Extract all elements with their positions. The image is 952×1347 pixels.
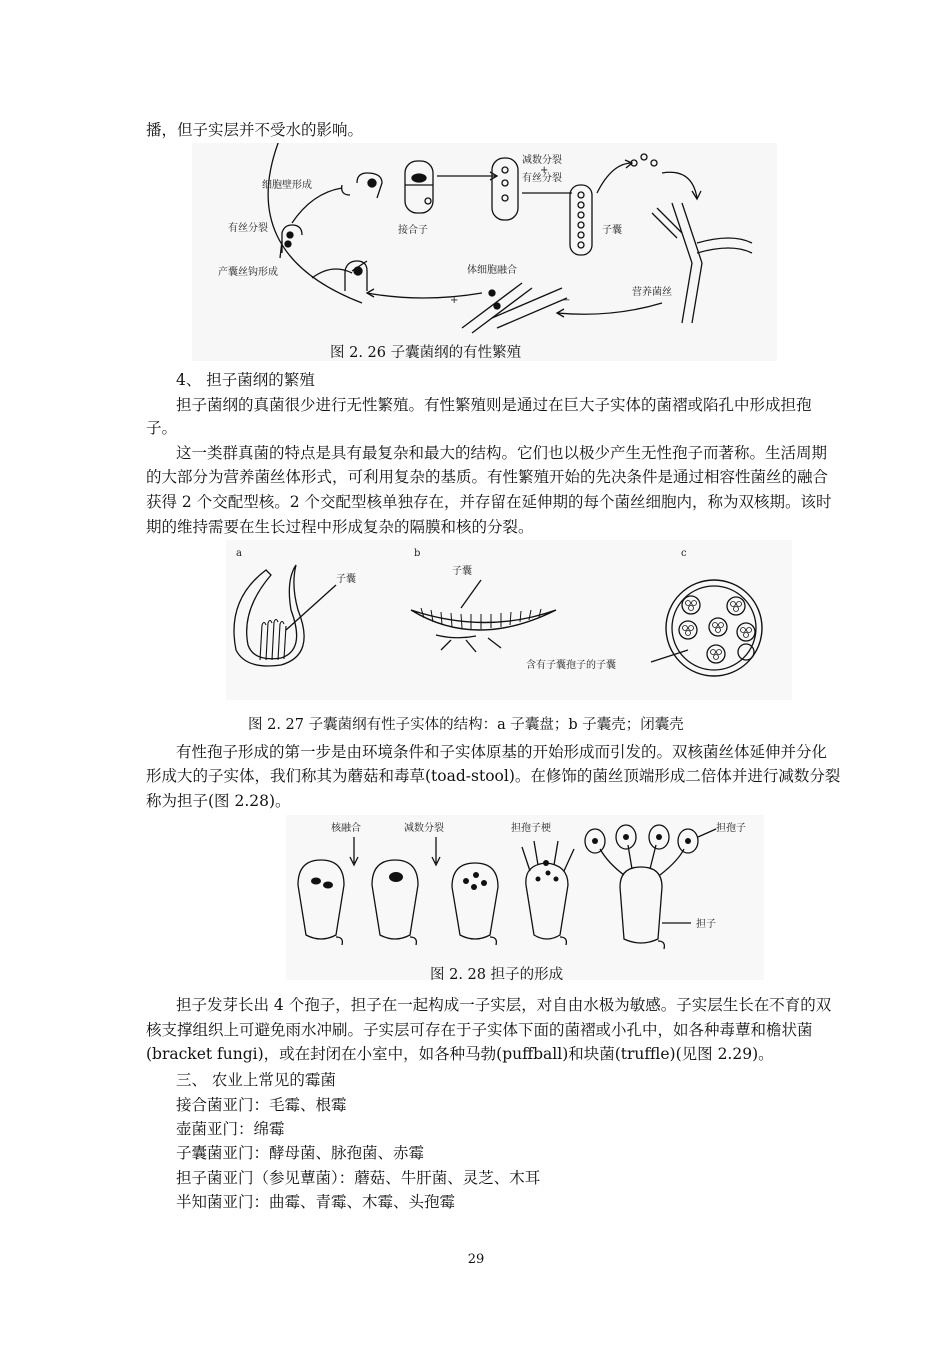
label-zygote: 接合子: [398, 225, 428, 236]
paragraph-line: 称为担子(图 2.28)。: [146, 792, 291, 810]
section-heading: 4、 担子菌纲的繁殖: [176, 371, 315, 389]
list-item: 接合菌亚门：毛霉、根霉: [176, 1096, 347, 1114]
label-basidiospore: 担孢子: [716, 823, 746, 834]
figure-2-28: [286, 815, 764, 980]
basidium-formation-diagram: [286, 815, 764, 980]
label-hyphae: 营养菌丝: [632, 287, 672, 298]
label-a: a: [236, 548, 242, 559]
label-b: b: [414, 548, 421, 559]
label-meiosis: 减数分裂: [404, 823, 444, 834]
paragraph-line: 获得 2 个交配型核。2 个交配型核单独存在，并存留在延伸期的每个菌丝细胞内，称为双核期。该时: [146, 493, 832, 511]
list-item: 壶菌亚门：绵霉: [176, 1120, 285, 1138]
list-item: 子囊菌亚门：酵母菌、脉孢菌、赤霉: [176, 1144, 425, 1162]
figure-2-26: [192, 143, 777, 361]
figure-2-26-caption: 图 2. 26 子囊菌纲的有性繁殖: [330, 345, 522, 361]
paragraph-line: 的大部分为营养菌丝体形式，可利用复杂的基质。有性繁殖开始的先决条件是通过相容性菌丝的融合: [146, 468, 829, 486]
label-fusion: 体细胞融合: [467, 265, 517, 276]
paragraph-line: 期的维持需要在生长过程中形成复杂的隔膜和核的分裂。: [146, 518, 534, 536]
paragraph-line: 子。: [146, 419, 178, 437]
figure-2-28-caption: 图 2. 28 担子的形成: [430, 967, 564, 983]
paragraph-line: 有性孢子形成的第一步是由环境条件和子实体原基的开始形成而引发的。双核菌丝体延伸并分化: [176, 743, 828, 761]
label-sign-plus: +: [450, 295, 459, 306]
ascomycete-sexual-cycle-diagram: [192, 143, 777, 361]
list-item: 半知菌亚门：曲霉、青霉、木霉、头孢霉: [176, 1193, 456, 1211]
label-mitosis-2: 有丝分裂: [522, 173, 562, 184]
list-item: 担子菌亚门（参见蕈菌）：蘑菇、牛肝菌、灵芝、木耳: [176, 1169, 541, 1187]
paragraph-line: 播，但子实层并不受水的影响。: [146, 121, 364, 139]
figure-2-27: [226, 540, 792, 700]
label-cell-wall: 细胞壁形成: [262, 180, 312, 191]
label-ascus: 子囊: [602, 225, 622, 236]
label-hook: 产囊丝钩形成: [218, 267, 278, 278]
label-basidium: 担子: [696, 919, 716, 930]
paragraph-line: 核支撑组织上可避免雨水冲刷。子实层可存在于子实体下面的菌褶或小孔中，如各种毒蕈和檐状菌: [146, 1021, 813, 1039]
label-sign-minus: −: [562, 295, 571, 306]
label-nuclear-fusion: 核融合: [331, 823, 361, 834]
page-number: 29: [467, 1252, 485, 1267]
label-c: c: [681, 548, 687, 559]
label-meiosis: 减数分裂: [522, 155, 562, 166]
paragraph-line: 担子菌纲的真菌很少进行无性繁殖。有性繁殖则是通过在巨大子实体的菌褶或陷孔中形成担孢: [176, 396, 812, 414]
paragraph-line: 形成大的子实体，我们称其为蘑菇和毒草(toad-stool)。在修饰的菌丝顶端形成二倍体并进行减数分裂: [146, 767, 841, 785]
paragraph-line: 担子发芽长出 4 个孢子，担子在一起构成一子实层，对自由水极为敏感。子实层生长在不育的双: [176, 996, 832, 1014]
paragraph-line: (bracket fungi)，或在封闭在小室中，如各种马勃(puffball)和块菌(truffle)(见图 2.29)。: [146, 1045, 774, 1063]
paragraph-line: 这一类群真菌的特点是具有最复杂和最大的结构。它们也以极少产生无性孢子而著称。生活周期: [176, 444, 828, 462]
ascocarp-structures-diagram: [226, 540, 792, 700]
section-heading: 三、 农业上常见的霉菌: [176, 1071, 336, 1089]
label-ascus-c: 含有子囊孢子的子囊: [526, 660, 616, 671]
label-plus: +: [540, 165, 549, 176]
figure-2-27-caption: 图 2. 27 子囊菌纲有性子实体的结构：a 子囊盘；b 子囊壳；闭囊壳: [248, 717, 684, 733]
label-ascus-a: 子囊: [336, 574, 356, 585]
label-sterigma: 担孢子梗: [511, 823, 551, 834]
label-ascus-b: 子囊: [452, 566, 472, 577]
label-mitosis: 有丝分裂: [228, 223, 268, 234]
